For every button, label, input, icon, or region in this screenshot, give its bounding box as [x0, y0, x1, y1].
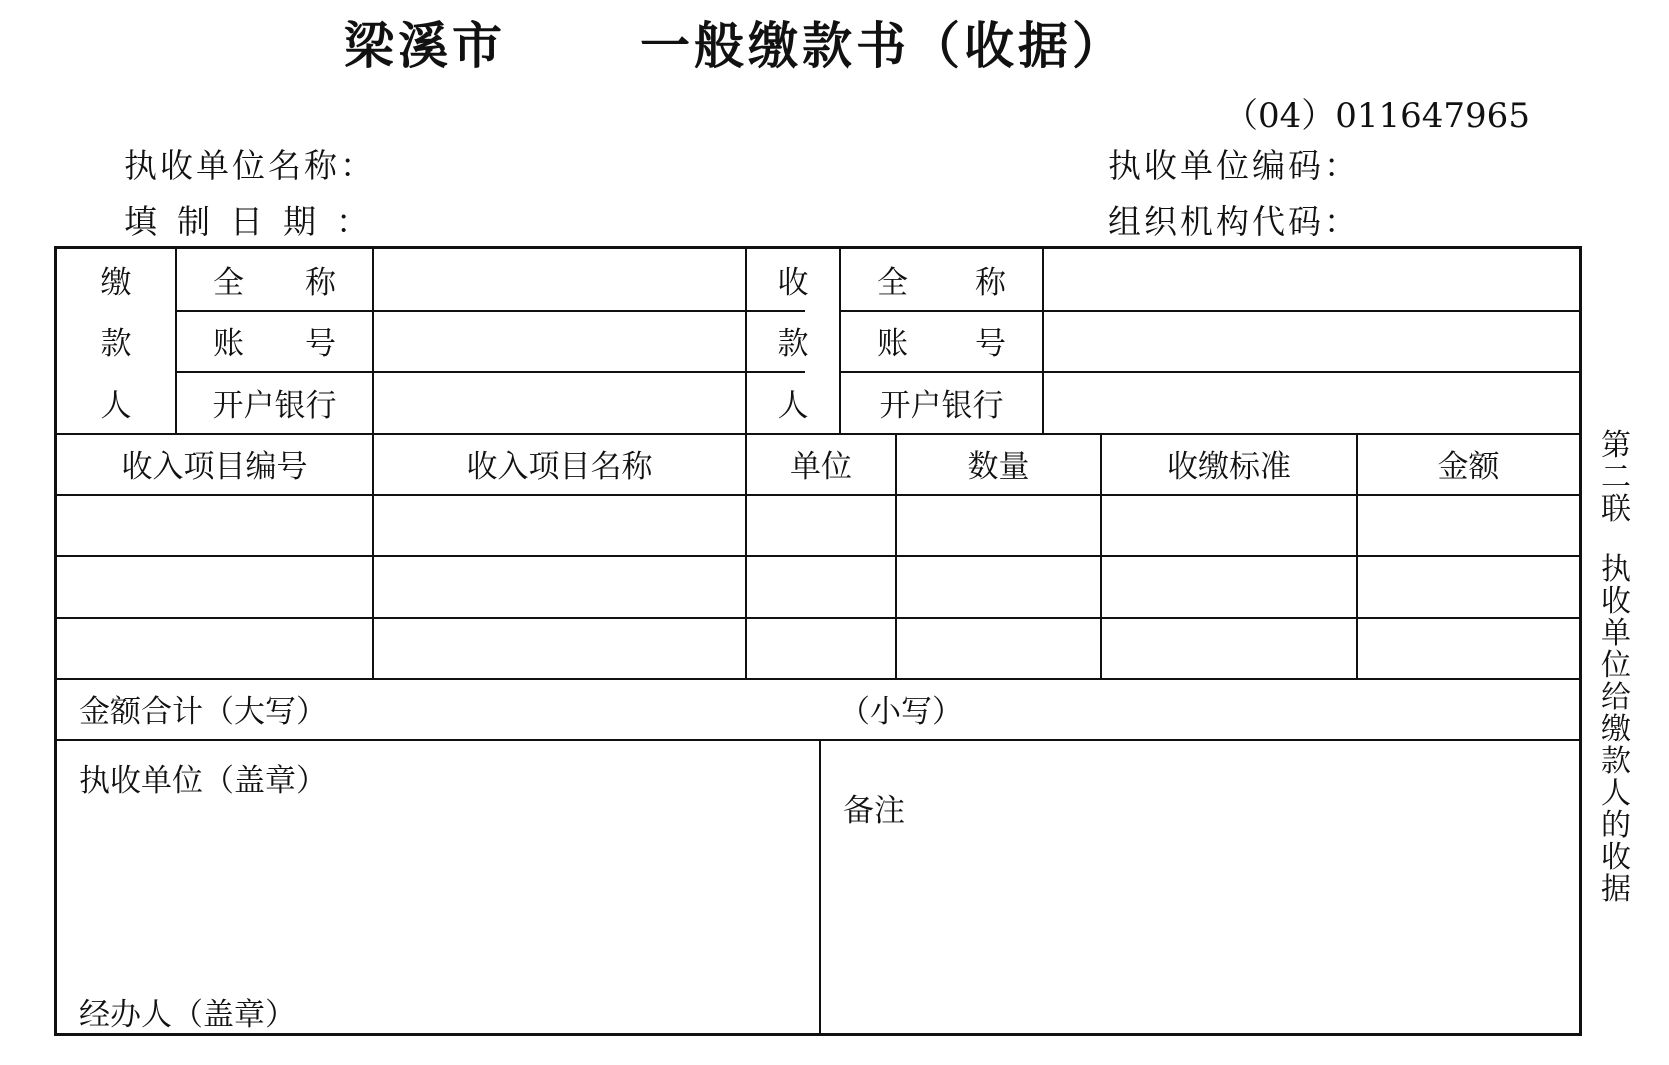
- table-cell[interactable]: [374, 617, 745, 678]
- exec-unit-code-label: 执收单位编码：: [1108, 146, 1360, 185]
- table-cell[interactable]: [1358, 617, 1579, 678]
- serial-number: （04）011647965: [1224, 96, 1530, 136]
- payee-full-name-label: 全 称: [877, 265, 1006, 301]
- payee-label-char: 人: [777, 387, 809, 424]
- payer-full-name-field[interactable]: [374, 249, 745, 310]
- exec-unit-name-label: 执收单位名称：: [124, 146, 376, 185]
- exec-unit-seal-label: 执收单位（盖章）: [79, 763, 327, 799]
- payment-form: [54, 246, 1582, 1036]
- payee-bank-label: 开户银行: [879, 387, 1004, 424]
- copy-side-note: [1596, 430, 1636, 906]
- fill-date-label: 填制日期：: [124, 202, 389, 241]
- table-cell[interactable]: [1102, 617, 1356, 678]
- org-code-label: 组织机构代码：: [1108, 202, 1360, 241]
- table-cell[interactable]: [1102, 555, 1356, 617]
- payer-bank-label: 开户银行: [212, 387, 337, 424]
- handler-seal-label: 经办人（盖章）: [79, 997, 296, 1033]
- table-cell[interactable]: [57, 494, 372, 555]
- column-header-amount: 金额: [1437, 449, 1500, 485]
- payee-account-field[interactable]: [1044, 310, 1579, 371]
- table-cell[interactable]: [897, 494, 1100, 555]
- table-cell[interactable]: [897, 555, 1100, 617]
- payee-label-char: 款: [777, 326, 809, 362]
- column-header-standard: 收缴标准: [1167, 449, 1291, 485]
- table-cell[interactable]: [57, 617, 372, 678]
- city-title: 梁溪市: [344, 16, 506, 75]
- payer-account-label: 账 号: [213, 326, 336, 362]
- table-cell[interactable]: [374, 555, 745, 617]
- column-header-quantity: 数量: [967, 449, 1030, 485]
- payer-label-char: 人: [100, 387, 132, 424]
- remarks-label: 备注: [843, 793, 905, 829]
- table-cell[interactable]: [57, 555, 372, 617]
- table-cell[interactable]: [897, 617, 1100, 678]
- table-cell[interactable]: [747, 555, 895, 617]
- column-header-unit: 单位: [790, 449, 852, 485]
- payer-account-field[interactable]: [374, 310, 745, 371]
- table-cell[interactable]: [1358, 555, 1579, 617]
- total-lowercase-label: （小写）: [839, 694, 963, 730]
- payer-full-name-label: 全 称: [213, 265, 336, 301]
- payee-full-name-field[interactable]: [1044, 249, 1579, 310]
- copy-purpose-text: 执 收 单 位 给 缴 款 人 的 收 据: [1601, 552, 1631, 907]
- table-cell[interactable]: [1102, 494, 1356, 555]
- copy-number-text: 第 二 联: [1601, 428, 1631, 527]
- total-uppercase-label: 金额合计（大写）: [79, 694, 327, 730]
- payee-label-char: 收: [777, 265, 809, 301]
- table-cell[interactable]: [747, 494, 895, 555]
- document-title: 一般缴款书（收据）: [640, 16, 1126, 75]
- table-cell[interactable]: [374, 494, 745, 555]
- payee-bank-field[interactable]: [1044, 371, 1579, 433]
- payer-bank-field[interactable]: [374, 371, 745, 433]
- payee-account-label: 账 号: [877, 326, 1006, 362]
- column-header-item-code: 收入项目编号: [121, 449, 308, 485]
- payer-label-char: 缴: [100, 265, 132, 301]
- payer-label-char: 款: [100, 326, 132, 362]
- table-cell[interactable]: [1358, 494, 1579, 555]
- column-header-item-name: 收入项目名称: [466, 449, 653, 485]
- table-cell[interactable]: [747, 617, 895, 678]
